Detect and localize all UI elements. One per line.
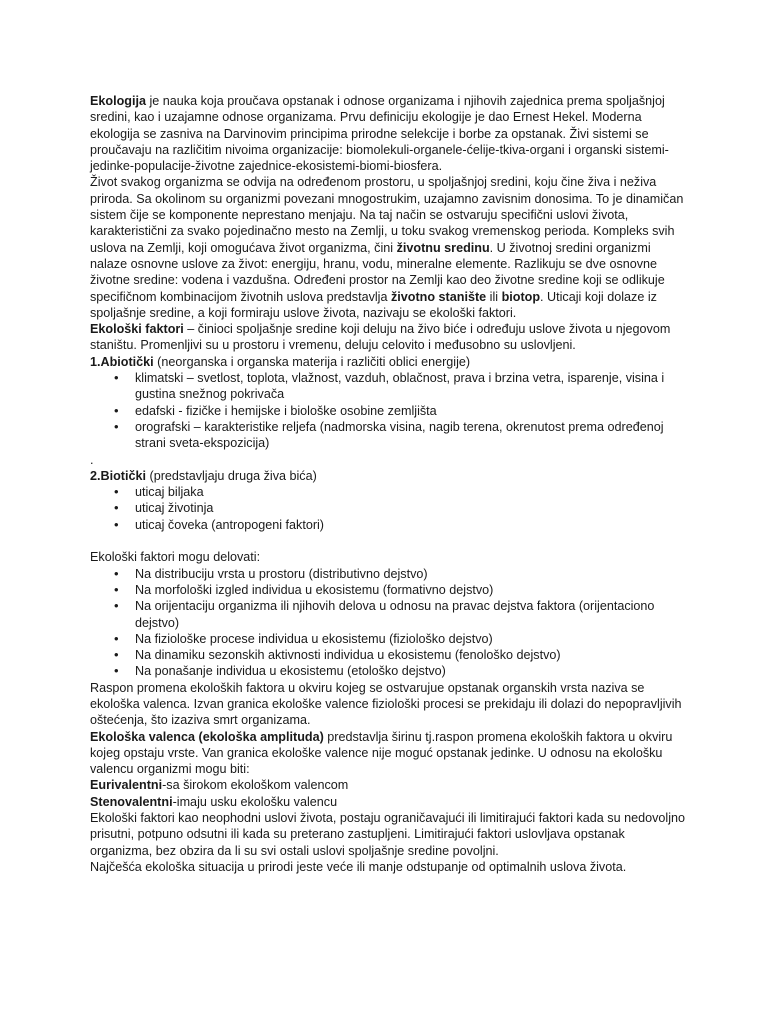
paragraph-stenovalent	[90, 794, 690, 810]
text: . U životnoj sredini organizmi nalaze osnovne uslove za život: energiju, hranu, vodu, mineralne elemente. Razlikuju se dve osnovne životne sredine: vodena i vazdušna. Određeni prostor na Zemlji kao deo životne sredine koji se odlikuje specifičnom kombinacijom životnih uslova predstavlja	[90, 240, 665, 304]
term-biotope: biotop	[501, 289, 541, 304]
term-stenovalent: Stenovalentni	[90, 794, 173, 809]
list-item: • uticaj čoveka (antropogeni faktori)	[90, 517, 690, 533]
term-living-environment: životnu sredinu	[396, 240, 490, 255]
list-item: • orografski – karakteristike reljefa (nadmorska visina, nagib terena, okrenutost prema određenoj strani sveta-ekspozicija)	[90, 419, 690, 452]
paragraph-limiting-factors	[90, 810, 690, 859]
text: -sa širokom ekološkom valencom	[162, 778, 349, 793]
term-habitat: životno stanište	[390, 289, 487, 304]
text: -imaju usku ekološku valencu	[172, 794, 338, 809]
paragraph-environment	[90, 174, 690, 321]
term-eurivalent: Eurivalentni	[90, 778, 163, 793]
paragraph-ecological-valence	[90, 729, 690, 778]
list-item: • klimatski – svetlost, toplota, vlažnost, vazduh, oblačnost, prava i brzina vetra, isparenje, visina i gustina snežnog pokrivača	[90, 370, 690, 403]
paragraph-valence-range	[90, 680, 690, 729]
term-ecological-valence: Ekološka valenca (ekološka amplituda)	[90, 729, 324, 744]
list-item: • Na fiziološke procese individua u ekosistemu (fiziološko dejstvo)	[90, 631, 690, 647]
document-page	[90, 93, 690, 875]
effects-list	[90, 566, 690, 680]
blank-line	[90, 533, 690, 549]
term-biotic: 2.Biotički	[90, 468, 146, 483]
abiotic-list	[90, 370, 690, 451]
text: Raspon promena ekoloških faktora u okviru kojeg se ostvarujue opstanak organskih vrsta naziva se ekološka valenca. Izvan granica ekološke valence fiziološki procesi se prekidaju ili dolazi do nepopravljivih oštećenja, što izaziva smrt organizama.	[90, 680, 682, 728]
effects-intro: Ekološki faktori mogu delovati:	[90, 550, 261, 565]
text: Ekološki faktori kao neophodni uslovi života, postaju ograničavajući ili limitirajući faktori kada su nedovoljno prisutni, potpuno odsutni ili kada su preterano zastupljeni. Limitirajući faktori uslovljava opstanak organizma, bez obzira da li su svi ostali uslovi spoljašnje sredine povoljni.	[90, 811, 686, 858]
list-item: • edafski - fizičke i hemijske i biološke osobine zemljišta	[90, 403, 690, 419]
list-item: • uticaj biljaka	[90, 484, 690, 500]
text: Najčešća ekološka situacija u prirodi jeste veće ili manje odstupanje od optimalnih uslova života.	[90, 859, 627, 874]
text: (neorganska i organska materija i različiti oblici energije)	[153, 354, 471, 369]
term-abiotic: 1.Abiotički	[90, 354, 154, 369]
heading-abiotic	[90, 354, 690, 370]
text: – činioci spoljašnje sredine koji deluju na živo biće i određuju uslove života u njegovom staništu. Promenljivi su u prostoru i vremenu, deluju celovito i međusobno su uslovljeni.	[90, 322, 671, 353]
text: Život svakog organizma se odvija na određenom prostoru, u spoljašnjoj sredini, koju čine živa i neživa priroda. Sa okolinom su organizmi povezani mnogostrukim, uzajamno zavisnim donosima. To je dinamičan sistem čije se komponente neprestano menjaju. Na taj način se ostvaruju specifični uslovi života, karakteristični za svako pojedinačno mesto na Zemlji, u toku svakog vremenskog perioda. Kompleks svih uslova na Zemlji, koji omogućava život organizma, čini	[90, 175, 684, 255]
term-ecology: Ekologija	[90, 94, 146, 108]
paragraph-ecological-factors	[90, 321, 690, 354]
paragraph-eurivalent	[90, 777, 690, 793]
text: ili	[486, 289, 502, 304]
list-item: • Na orijentaciju organizma ili njihovih delova u odnosu na pravac dejstva faktora (orijentaciono dejstvo)	[90, 598, 690, 631]
text: . Uticaji koji dolaze iz spoljašnje sredine, a koji formiraju uslove života, nazivaju se ekološki faktori.	[90, 289, 657, 320]
list-item: • Na dinamiku sezonskih aktivnosti individua u ekosistemu (fenološko dejstvo)	[90, 647, 690, 663]
text: je nauka koja proučava opstanak i odnose organizama i njihovih zajednica prema spoljašnjoj sredini, kao i uzajamne odnose organizama. Prvu definiciju ekologije je dao Ernest Hekel. Moderna ekologija se zasniva na Darvinovim principima prirodne selekcije i borbe za opstanak. Živi sistemi se proučavaju na različitim nivoima organizacije: biomolekuli-organele-ćelije-tkiva-organi i organski sistemi-jedinke-populacije-životne zajednice-ekosistemi-biomi-biosfera.	[90, 94, 669, 174]
list-item: • Na morfološki izgled individua u ekosistemu (formativno dejstvo)	[90, 582, 690, 598]
list-item: • Na distribuciju vrsta u prostoru (distributivno dejstvo)	[90, 566, 690, 582]
paragraph-conclusion	[90, 859, 690, 875]
term-ecological-factors: Ekološki faktori	[90, 322, 184, 337]
text: (predstavljaju druga živa bića)	[146, 468, 317, 483]
stray-dot: .	[90, 452, 94, 467]
biotic-list	[90, 484, 690, 533]
paragraph-ecology-definition	[90, 93, 690, 174]
heading-biotic	[90, 468, 690, 484]
list-item: • uticaj životinja	[90, 500, 690, 516]
list-item: • Na ponašanje individua u ekosistemu (etološko dejstvo)	[90, 663, 690, 679]
text: predstavlja širinu tj.raspon promena ekoloških faktora u okviru kojeg opstaju vrste. Van granica ekološke valence nije moguć opstanak jedinke. U odnosu na ekološku valencu organizmi mogu biti:	[90, 729, 673, 777]
